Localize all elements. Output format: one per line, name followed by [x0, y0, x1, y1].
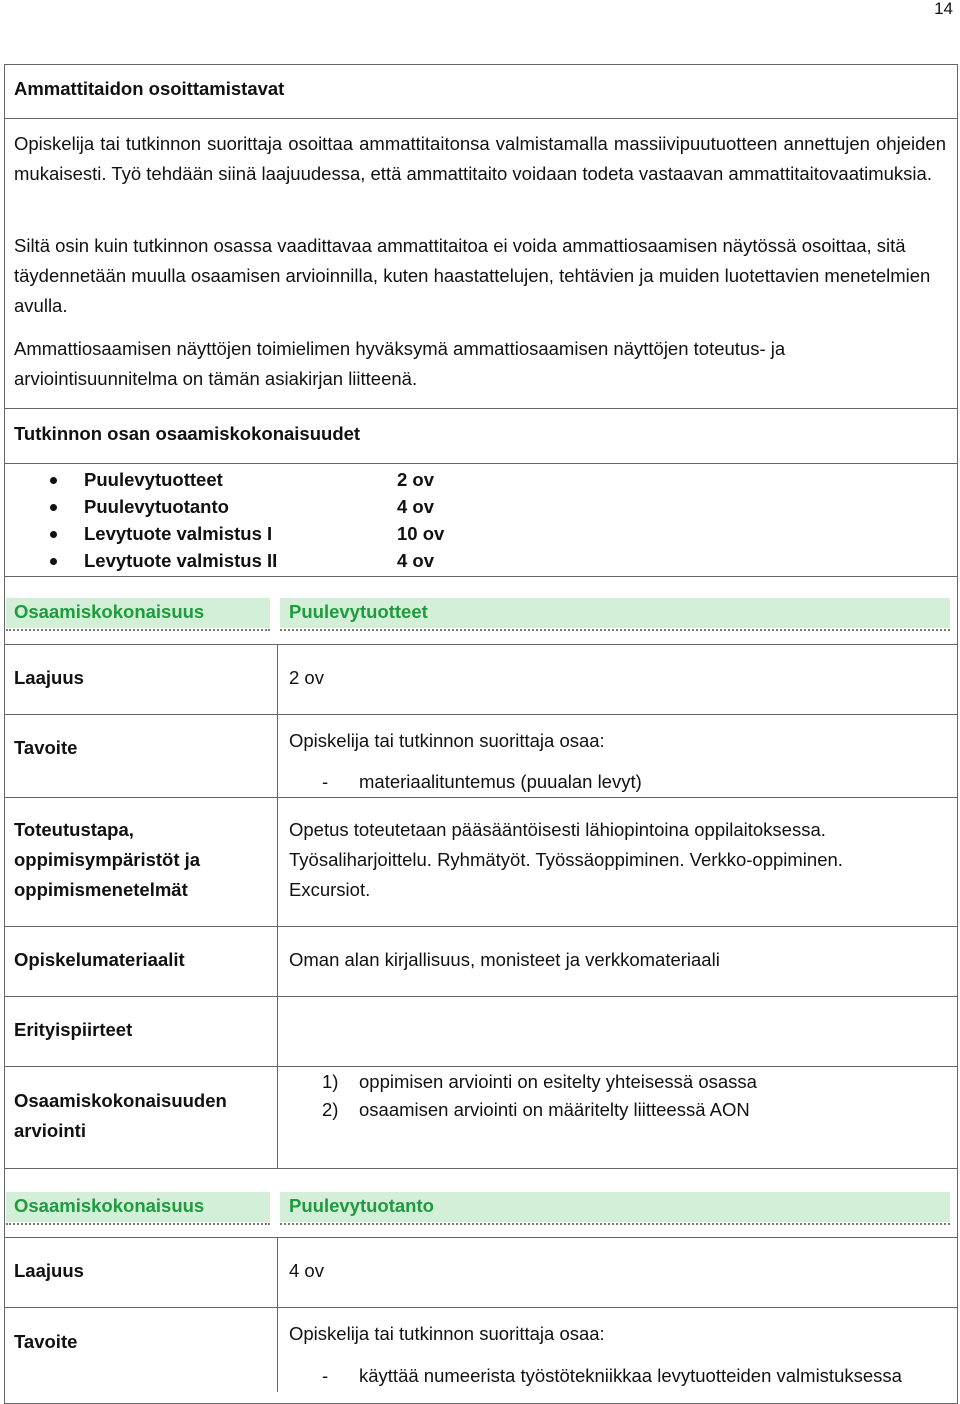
dash-marker: - — [322, 771, 329, 792]
laajuus-label: Laajuus — [14, 1260, 84, 1281]
dash-marker: - — [322, 1365, 329, 1386]
paragraph-1: Opiskelija tai tutkinnon suorittaja osoittaa ammattitaitonsa valmistamalla massiivipuutuotteen annettujen ohjeiden mukaisesti. Työ tehdään siinä laajuudessa, että ammattitaito voidaan todeta vastaavan ammattitaitovaatimuksia. — [14, 133, 946, 184]
column-divider — [277, 644, 278, 1168]
block-header-label: Osaamiskokonaisuus — [14, 1195, 205, 1216]
competence-name: Puulevytuotanto — [84, 496, 229, 517]
laajuus-value: 4 ov — [289, 1260, 324, 1281]
bullet-icon — [50, 477, 57, 484]
divider — [4, 118, 958, 119]
toteutus-value: Opetus toteutetaan pääsääntöisesti lähiopintoina oppilaitoksessa. Työsaliharjoittelu. Ryhmätyöt. Työssäoppiminen. Verkko-oppiminen. Excursiot. — [289, 819, 843, 900]
divider — [4, 996, 958, 997]
laajuus-label: Laajuus — [14, 667, 84, 688]
list-item — [44, 466, 544, 493]
arviointi-num: 2) — [322, 1099, 339, 1120]
divider — [4, 1066, 958, 1067]
toteutus-label: Toteutustapa, oppimisympäristöt ja oppimismenetelmät — [14, 819, 201, 900]
competence-name: Levytuote valmistus II — [84, 550, 278, 571]
divider — [4, 1307, 958, 1308]
block-header-label: Osaamiskokonaisuus — [14, 601, 205, 622]
section-title: Ammattitaidon osoittamistavat — [14, 78, 285, 99]
divider — [4, 926, 958, 927]
tavoite-item: materiaalituntemus (puualan levyt) — [359, 771, 642, 792]
divider — [4, 644, 958, 645]
dotted-underline — [280, 1223, 950, 1225]
tavoite-intro: Opiskelija tai tutkinnon suorittaja osaa: — [289, 730, 605, 751]
list-item — [44, 547, 544, 574]
tavoite-item: käyttää numeerista työstötekniikkaa levytuotteiden valmistuksessa — [359, 1365, 902, 1386]
block-header-value: Puulevytuotanto — [289, 1195, 434, 1216]
dotted-underline — [280, 629, 950, 631]
tavoite-label: Tavoite — [14, 737, 78, 758]
divider — [4, 576, 958, 577]
competence-title: Tutkinnon osan osaamiskokonaisuudet — [14, 423, 361, 444]
divider — [4, 1237, 958, 1238]
divider — [4, 463, 958, 464]
divider — [4, 797, 958, 798]
competence-ov: 2 ov — [397, 469, 435, 490]
arviointi-num: 1) — [322, 1071, 339, 1092]
dotted-underline — [6, 629, 270, 631]
laajuus-value: 2 ov — [289, 667, 324, 688]
arviointi-label: Osaamiskokonaisuuden arviointi — [14, 1090, 227, 1141]
materiaali-label: Opiskelumateriaalit — [14, 949, 185, 970]
competence-ov: 4 ov — [397, 550, 435, 571]
competence-name: Puulevytuotteet — [84, 469, 223, 490]
tavoite-intro: Opiskelija tai tutkinnon suorittaja osaa: — [289, 1323, 605, 1344]
block-header-value: Puulevytuotteet — [289, 601, 428, 622]
bullet-icon — [50, 558, 57, 565]
tavoite-label: Tavoite — [14, 1331, 78, 1352]
list-item — [44, 520, 544, 547]
divider — [4, 714, 958, 715]
list-item — [44, 493, 544, 520]
paragraph-3: Ammattiosaamisen näyttöjen toimielimen hyväksymä ammattiosaamisen näyttöjen toteutus- ja arviointisuunnitelma on tämän asiakirjan liitteenä. — [14, 338, 786, 389]
arviointi-item: osaamisen arviointi on määritelty liitteessä AON — [359, 1099, 750, 1120]
arviointi-item: oppimisen arviointi on esitelty yhteisessä osassa — [359, 1071, 757, 1092]
divider — [4, 408, 958, 409]
paragraph-2: Siltä osin kuin tutkinnon osassa vaadittavaa ammattitaitoa ei voida ammattiosaamisen näytössä osoittaa, sitä täydennetään muulla osaamisen arvioinnilla, kuten haastattelujen, tehtävien ja muiden luotettavien menetelmien avulla. — [14, 235, 931, 316]
erityis-label: Erityispiirteet — [14, 1019, 133, 1040]
competence-name: Levytuote valmistus I — [84, 523, 273, 544]
column-divider — [277, 1237, 278, 1392]
bullet-icon — [50, 531, 57, 538]
dotted-underline — [6, 1223, 270, 1225]
materiaali-value: Oman alan kirjallisuus, monisteet ja verkkomateriaali — [289, 949, 720, 970]
competence-ov: 4 ov — [397, 496, 435, 517]
competence-ov: 10 ov — [397, 523, 445, 544]
divider — [4, 1168, 958, 1169]
bullet-icon — [50, 504, 57, 511]
page-number: 14 — [934, 0, 953, 18]
